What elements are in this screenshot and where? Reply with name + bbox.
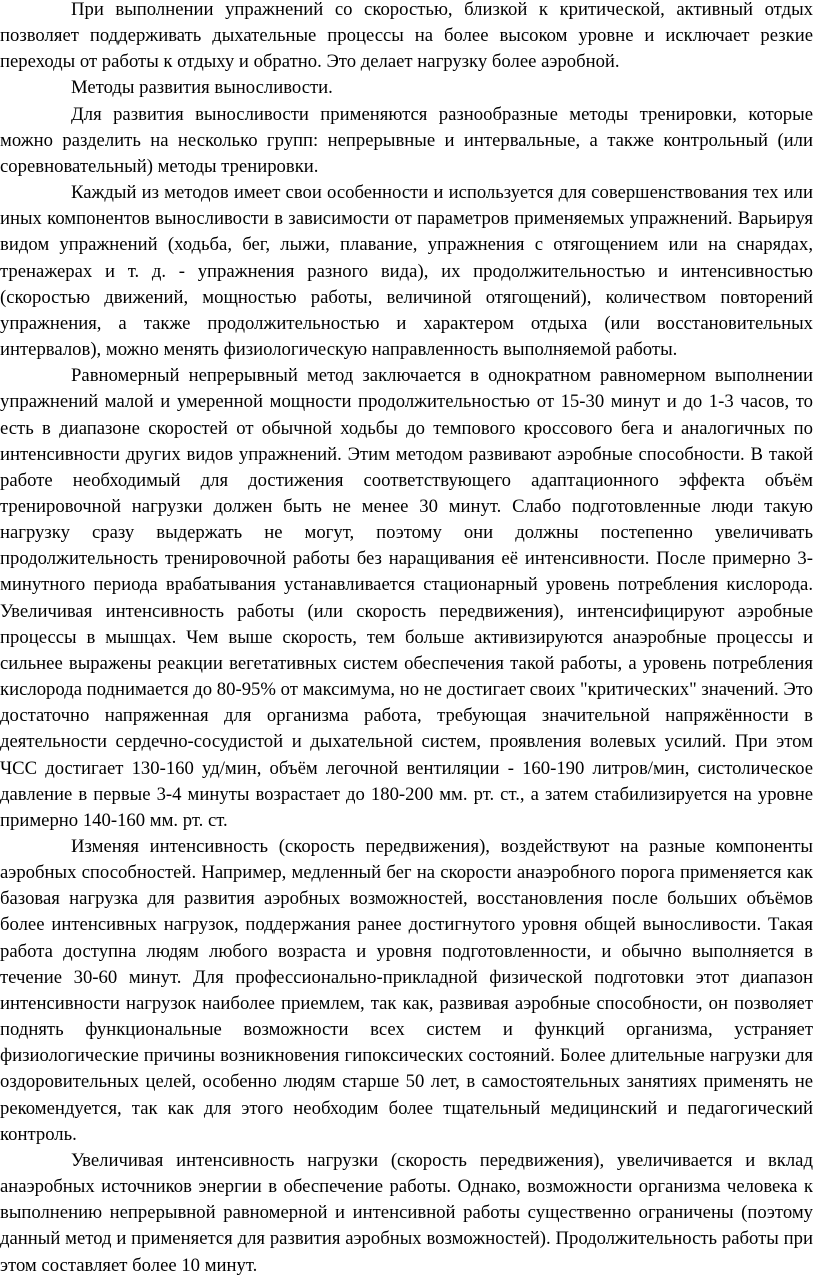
paragraph-intensity-change: Изменяя интенсивность (скорость передвижения), воздействуют на разные компоненты аэробных способностей. Например, медленный бег на скорости анаэробного порога применяется как базовая нагрузка для развития аэробных возможностей, восстановления после больших объёмов более интенсивных нагрузок, поддержания ранее достигнутого уровня общей выносливости. Такая работа доступна людям любого возраста и уровня подготовленности, и обычно выполняется в течение 30-60 минут. Для профессионально-прикладной физической подготовки этот диапазон интенсивности нагрузок наиболее приемлем, так как, развивая аэробные способности, он позволяет поднять функциональные возможности всех систем и функций организма, устраняет физиологические причины возникновения гипоксических состояний. Более длительные нагрузки для оздоровительных целей, особенно людям старше 50 лет, в самостоятельных занятиях применять не рекомендуется, так как для этого необходим более тщательный медицинский и педагогический контроль. (0, 836, 813, 1145)
paragraph-active-rest: При выполнении упражнений со скоростью, близкой к критической, активный отдых позволяет поддерживать дыхательные процессы на более высоком уровне и исключает резкие переходы от работы к отдыху и обратно. Это делает нагрузку более аэробной. (0, 0, 813, 73)
paragraph-anaerobic-contribution: Увеличивая интенсивность нагрузки (скорость передвижения), увеличивается и вклад анаэробных источников энергии в обеспечение работы. Однако, возможности организма человека к выполнению непрерывной равномерной и интенсивной работы существенно ограничены (поэтому данный метод и применяется для развития аэробных возможностей). Продолжительность работы при этом составляет более 10 минут. (0, 1149, 813, 1276)
paragraph-method-groups: Для развития выносливости применяются разнообразные методы тренировки, которые можно разделить на несколько групп: непрерывные и интервальные, а также контрольный (или соревновательный) методы тренировки. (0, 103, 813, 177)
paragraph-method-features: Каждый из методов имеет свои особенности и используется для совершенствования тех или иных компонентов выносливости в зависимости от параметров применяемых упражнений. Варьируя видом упражнений (ходьба, бег, лыжи, плавание, упражнения с отягощением или на снарядах, тренажерах и т. д. - упражнения разного вида), их продолжительностью и интенсивностью (скоростью движений, мощностью работы, величиной отягощений), количеством повторений упражнения, а также продолжительностью и характером отдыха (или восстановительных интервалов), можно менять физиологическую направленность выполняемой работы. (0, 182, 813, 361)
paragraph-uniform-continuous-method: Равномерный непрерывный метод заключается в однократном равномерном выполнении упражнений малой и умеренной мощности продолжительностью от 15-30 минут и до 1-3 часов, то есть в диапазоне скоростей от обычной ходьбы до темпового кроссового бега и аналогичных по интенсивности других видов упражнений. Этим методом развивают аэробные способности. В такой работе необходимый для достижения соответствующего адаптационного эффекта объём тренировочной нагрузки должен быть не менее 30 минут. Слабо подготовленные люди такую нагрузку сразу выдержать не могут, поэтому они должны постепенно увеличивать продолжительность тренировочной работы без наращивания её интенсивности. После примерно 3-минутного периода врабатывания устанавливается стационарный уровень потребления кислорода. Увеличивая интенсивность работы (или скорость передвижения), интенсифицируют аэробные процессы в мышцах. Чем выше скорость, тем больше активизируются анаэробные процессы и сильнее выражены реакции вегетативных систем обеспечения такой работы, а уровень потребления кислорода поднимается до 80-95% от максимума, но не достигает своих "критических" значений. Это достаточно напряженная для организма работа, требующая значительной напряжённости в деятельности сердечно-сосудистой и дыхательной систем, проявления волевых усилий. При этом ЧСС достигает 130-160 уд/мин, объём легочной вентиляции - 160-190 литров/мин, систолическое давление в первые 3-4 минуты возрастает до 180-200 мм. рт. ст., а затем стабилизируется на уровне примерно 140-160 мм. рт. ст. (0, 365, 813, 831)
section-heading-endurance-methods: Методы развития выносливости. (71, 77, 333, 99)
